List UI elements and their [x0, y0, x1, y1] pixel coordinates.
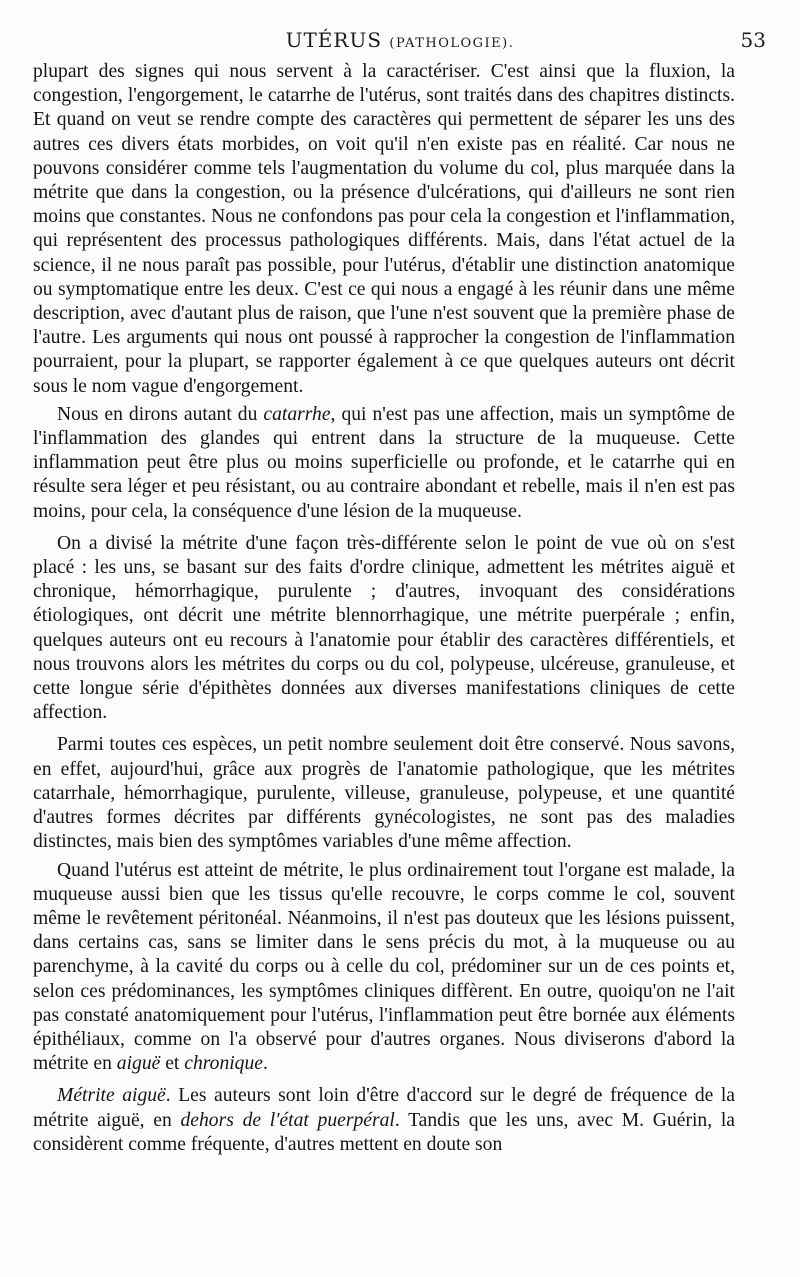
term-hors-puerperal: dehors de l'état puerpéral	[180, 1109, 395, 1131]
term-catarrhe: catarrhe	[263, 403, 331, 425]
body-text	[33, 60, 735, 1157]
paragraph-2: Nous en dirons autant du catarrhe, qui n'est pas une affection, mais un symptôme de l'inflammation des glandes qui entrent dans la structure de la muqueuse. Cette inflammation peut être plus ou moins superficielle ou profonde, et le catarrhe qui en résulte sera léger et peu résistant, ou au contraire abondant et rebelle, mais il n'en est pas moins, pour cela, la conséquence d'une lésion de la muqueuse.	[33, 403, 736, 522]
paragraph-4: Parmi toutes ces espèces, un petit nombre seulement doit être conservé. Nous savons, en effet, aujourd'hui, grâce aux progrès de l'anatomie pathologique, que les métrites catarrhale, hémorrhagique, purulente, villeuse, granuleuse, polypeuse, et une quantité d'autres formes décrites par différents gynécologistes, ne sont pas des maladies distinctes, mais bien des symptômes variables d'une même affection.	[33, 734, 735, 853]
running-title-main: UTÉRUS	[285, 28, 383, 52]
paragraph-3: On a divisé la métrite d'une façon très-différente selon le point de vue où on s'est placé : les uns, se basant sur des faits d'ordre clinique, admettent les métrites aiguë et chronique, hémorrhagique, purulente ; d'autres, invoquant des considérations étiologiques, ont décrit une métrite blennorrhagique, une métrite puerpérale ; enfin, quelques auteurs ont eu recours à l'anatomie pour établir des caractères différentiels, et nous trouvons alors les métrites du corps ou du col, polypeuse, ulcéreuse, granuleuse, et cette longue série d'épithètes données aux diverses manifestations cliniques de cette affection.	[33, 532, 735, 724]
section-heading: Métrite aiguë	[57, 1085, 166, 1107]
running-title-sub: (PATHOLOGIE).	[389, 36, 515, 51]
section-metrite-aigue: Métrite aiguë. Les auteurs sont loin d'être d'accord sur le degré de fréquence de la métrite aiguë, en dehors de l'état puerpéral. Tandis que les uns, avec M. Guérin, la considèrent comme fréquente, d'autres mettent en doute son	[33, 1085, 735, 1155]
page-number: 53	[740, 28, 766, 52]
running-title	[34, 28, 766, 52]
term-chronique: chronique	[184, 1053, 263, 1075]
paragraph-1: plupart des signes qui nous servent à la caractériser. C'est ainsi que la fluxion, la congestion, l'engorgement, le catarrhe de l'utérus, sont traités dans des chapitres distincts. Et quand on veut se rendre compte des caractères qui permettent de séparer les uns des autres ces divers états morbides, on voit qu'il n'en existe pas en réalité. Car nous ne pouvons considérer comme tels l'augmentation du volume du col, plus marquée dans la métrite que dans la congestion, ou la présence d'ulcérations, qui d'ailleurs ne sont rien moins que constantes. Nous ne confondons pas pour cela la congestion et l'inflammation, qui représentent des processus pathologiques différents. Mais, dans l'état actuel de la science, il ne nous paraît pas possible, pour l'utérus, d'établir une distinction anatomique ou symptomatique entre les deux. C'est ce qui nous a engagé à les réunir dans une même description, avec d'autant plus de raison, que l'une n'est souvent que la première phase de l'autre. Les arguments qui nous ont poussé à rapprocher la congestion de l'inflammation pourraient, pour la plupart, se rapporter également à ce que quelques auteurs ont décrit sous le nom vague d'engorgement.	[33, 61, 735, 397]
paragraph-5: Quand l'utérus est atteint de métrite, le plus ordinairement tout l'organe est malade, la muqueuse aussi bien que les tissus qu'elle recouvre, le corps comme le col, souvent même le revêtement péritonéal. Néanmoins, il n'est pas douteux que les lésions puissent, dans certains cas, sans se limiter dans le sens précis du mot, à la muqueuse ou au parenchyme, à la cavité du corps ou à celle du col, prédominer sur un de ces points et, selon ces prédominances, les symptômes cliniques diffèrent. En outre, quoiqu'on ne l'ait pas constaté anatomiquement pour l'utérus, l'inflammation peut être bornée aux éléments épithéliaux, comme on l'a observé pour d'autres organes. Nous diviserons d'abord la métrite en aiguë et chronique.	[33, 859, 735, 1075]
page-header	[34, 28, 766, 58]
term-aigue: aiguë	[116, 1053, 161, 1075]
